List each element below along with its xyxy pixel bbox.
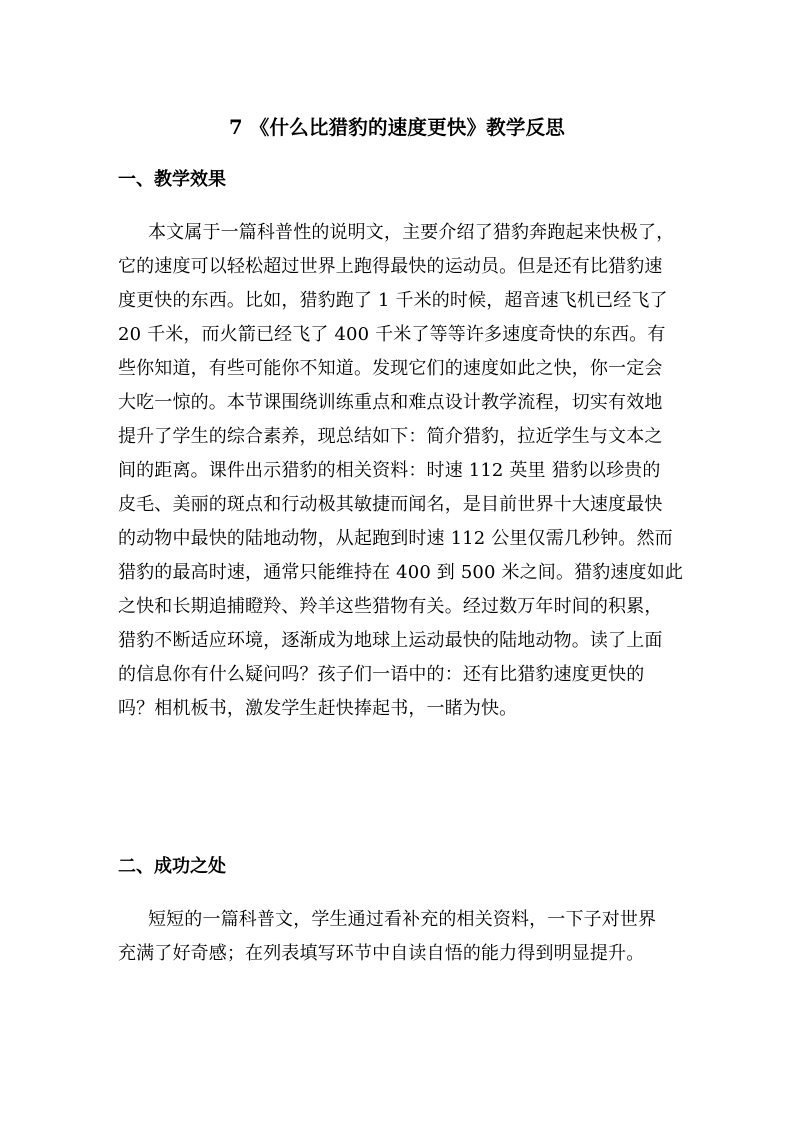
paragraph-line: 之快和长期追捕瞪羚、羚羊这些猎物有关。经过数万年时间的积累， [118, 596, 663, 617]
section-heading-success: 二、成功之处 [118, 856, 226, 877]
paragraph-line: 它的速度可以轻松超过世界上跑得最快的运动员。但是还有比猎豹速 [118, 256, 663, 277]
paragraph-line: 本文属于一篇科普性的说明文，主要介绍了猎豹奔跑起来快极了， [148, 222, 675, 243]
paragraph-line: 猎豹不断适应环境，逐渐成为地球上运动最快的陆地动物。读了上面 [118, 630, 663, 651]
paragraph-line: 短短的一篇科普文，学生通过看补充的相关资料，一下子对世界 [148, 909, 657, 930]
paragraph-line: 大吃一惊的。本节课围绕训练重点和难点设计教学流程，切实有效地 [118, 392, 663, 413]
section-heading-teaching-effect: 一、教学效果 [118, 169, 226, 190]
paragraph-line: 20 千米，而火箭已经飞了 400 千米了等等许多速度奇快的东西。有 [118, 324, 666, 345]
paragraph-line: 猎豹的最高时速，通常只能维持在 400 到 500 米之间。猎豹速度如此 [118, 562, 683, 583]
paragraph-line: 些你知道，有些可能你不知道。发现它们的速度如此之快，你一定会 [118, 358, 663, 379]
paragraph-line: 度更快的东西。比如，猎豹跑了 1 千米的时候，超音速飞机已经飞了 [118, 290, 668, 311]
paragraph-line: 皮毛、美丽的斑点和行动极其敏捷而闻名，是目前世界十大速度最快 [118, 494, 663, 515]
paragraph-line: 的动物中最快的陆地动物，从起跑到时速 112 公里仅需几秒钟。然而 [118, 528, 673, 549]
paragraph-line: 的信息你有什么疑问吗？孩子们一语中的：还有比猎豹速度更快的 [118, 664, 645, 685]
paragraph-teaching-effect [118, 216, 688, 726]
paragraph-line: 吗？相机板书，激发学生赶快捧起书，一睹为快。 [118, 698, 518, 719]
paragraph-line: 提升了学生的综合素养，现总结如下：简介猎豹，拉近学生与文本之 [118, 426, 663, 447]
paragraph-line: 间的距离。课件出示猎豹的相关资料：时速 112 英里 猎豹以珍贵的 [118, 460, 661, 481]
paragraph-line: 充满了好奇感；在列表填写环节中自读自悟的能力得到明显提升。 [118, 943, 645, 964]
page-title: 7 《什么比猎豹的速度更快》教学反思 [229, 116, 565, 139]
paragraph-success [118, 903, 688, 971]
